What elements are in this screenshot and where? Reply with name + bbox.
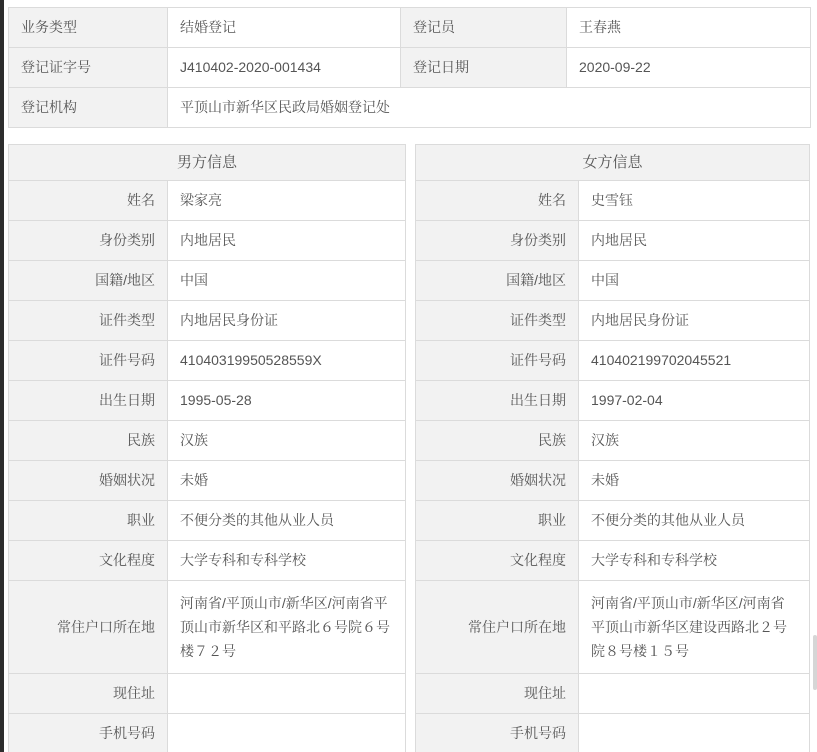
table-row — [9, 221, 406, 261]
field-label: 登记日期 — [401, 48, 567, 88]
field-value: 大学专科和专科学校 — [579, 541, 810, 581]
field-label: 身份类别 — [416, 221, 579, 261]
field-label: 文化程度 — [416, 541, 579, 581]
field-label: 身份类别 — [9, 221, 168, 261]
field-label: 现住址 — [416, 674, 579, 714]
table-row — [9, 88, 811, 128]
table-row — [9, 341, 406, 381]
table-row — [9, 461, 406, 501]
field-label: 手机号码 — [416, 714, 579, 752]
field-value — [579, 674, 810, 714]
field-label: 民族 — [416, 421, 579, 461]
field-label: 证件号码 — [416, 341, 579, 381]
field-value: 未婚 — [579, 461, 810, 501]
field-label: 常住户口所在地 — [416, 581, 579, 674]
field-value: 内地居民 — [168, 221, 406, 261]
table-row — [9, 8, 811, 48]
table-row — [416, 301, 810, 341]
table-row — [416, 674, 810, 714]
table-row — [9, 421, 406, 461]
table-row — [416, 381, 810, 421]
table-row — [416, 461, 810, 501]
table-row — [9, 181, 406, 221]
field-value: 41040319950528559X — [168, 341, 406, 381]
field-label: 登记机构 — [9, 88, 168, 128]
field-label: 婚姻状况 — [416, 461, 579, 501]
field-value: 1997-02-04 — [579, 381, 810, 421]
table-row — [9, 301, 406, 341]
field-label: 职业 — [416, 501, 579, 541]
table-row — [416, 541, 810, 581]
field-value: 大学专科和专科学校 — [168, 541, 406, 581]
table-row — [416, 341, 810, 381]
registration-summary-table — [8, 7, 811, 128]
field-value: 中国 — [579, 261, 810, 301]
field-label: 国籍/地区 — [9, 261, 168, 301]
scrollbar-thumb[interactable] — [813, 635, 817, 690]
female-info-table — [415, 144, 810, 752]
table-row — [9, 714, 406, 752]
field-label: 文化程度 — [9, 541, 168, 581]
field-value: J410402-2020-001434 — [168, 48, 401, 88]
field-label: 证件类型 — [9, 301, 168, 341]
field-label: 登记员 — [401, 8, 567, 48]
table-row — [416, 714, 810, 752]
field-value: 王春燕 — [567, 8, 811, 48]
field-value: 内地居民身份证 — [168, 301, 406, 341]
section-title-female: 女方信息 — [416, 145, 810, 181]
field-value: 不便分类的其他从业人员 — [168, 501, 406, 541]
field-label: 现住址 — [9, 674, 168, 714]
field-label: 姓名 — [9, 181, 168, 221]
field-label: 证件类型 — [416, 301, 579, 341]
field-value: 未婚 — [168, 461, 406, 501]
table-row — [416, 261, 810, 301]
field-value: 史雪钰 — [579, 181, 810, 221]
table-row — [9, 261, 406, 301]
table-row — [9, 541, 406, 581]
table-row — [9, 48, 811, 88]
table-row — [416, 181, 810, 221]
field-value: 410402199702045521 — [579, 341, 810, 381]
table-row — [9, 501, 406, 541]
table-row — [9, 381, 406, 421]
field-label: 出生日期 — [416, 381, 579, 421]
field-value: 平顶山市新华区民政局婚姻登记处 — [168, 88, 811, 128]
section-title-male: 男方信息 — [9, 145, 406, 181]
table-row — [9, 145, 406, 181]
field-value: 内地居民 — [579, 221, 810, 261]
field-value: 汉族 — [579, 421, 810, 461]
field-label: 登记证字号 — [9, 48, 168, 88]
table-row — [416, 145, 810, 181]
field-label: 婚姻状况 — [9, 461, 168, 501]
field-label: 常住户口所在地 — [9, 581, 168, 674]
field-label: 民族 — [9, 421, 168, 461]
table-row — [416, 221, 810, 261]
field-value: 中国 — [168, 261, 406, 301]
field-value: 不便分类的其他从业人员 — [579, 501, 810, 541]
field-value: 1995-05-28 — [168, 381, 406, 421]
field-value: 汉族 — [168, 421, 406, 461]
spouse-info-section — [8, 144, 810, 752]
field-label: 出生日期 — [9, 381, 168, 421]
field-label: 姓名 — [416, 181, 579, 221]
field-label: 职业 — [9, 501, 168, 541]
field-value: 2020-09-22 — [567, 48, 811, 88]
field-value: 河南省/平顶山市/新华区/河南省平顶山市新华区和平路北６号院６号楼７２号 — [168, 581, 406, 674]
table-row — [9, 674, 406, 714]
table-row — [9, 581, 406, 674]
table-row — [416, 501, 810, 541]
field-value — [579, 714, 810, 752]
field-value: 河南省/平顶山市/新华区/河南省平顶山市新华区建设西路北２号院８号楼１５号 — [579, 581, 810, 674]
record-content — [8, 7, 810, 752]
field-value: 结婚登记 — [168, 8, 401, 48]
field-label: 国籍/地区 — [416, 261, 579, 301]
table-row — [416, 421, 810, 461]
window-left-edge — [0, 0, 4, 752]
field-value — [168, 714, 406, 752]
field-label: 证件号码 — [9, 341, 168, 381]
table-row — [416, 581, 810, 674]
field-value: 内地居民身份证 — [579, 301, 810, 341]
male-info-table — [8, 144, 406, 752]
field-value: 梁家亮 — [168, 181, 406, 221]
field-value — [168, 674, 406, 714]
field-label: 手机号码 — [9, 714, 168, 752]
field-label: 业务类型 — [9, 8, 168, 48]
